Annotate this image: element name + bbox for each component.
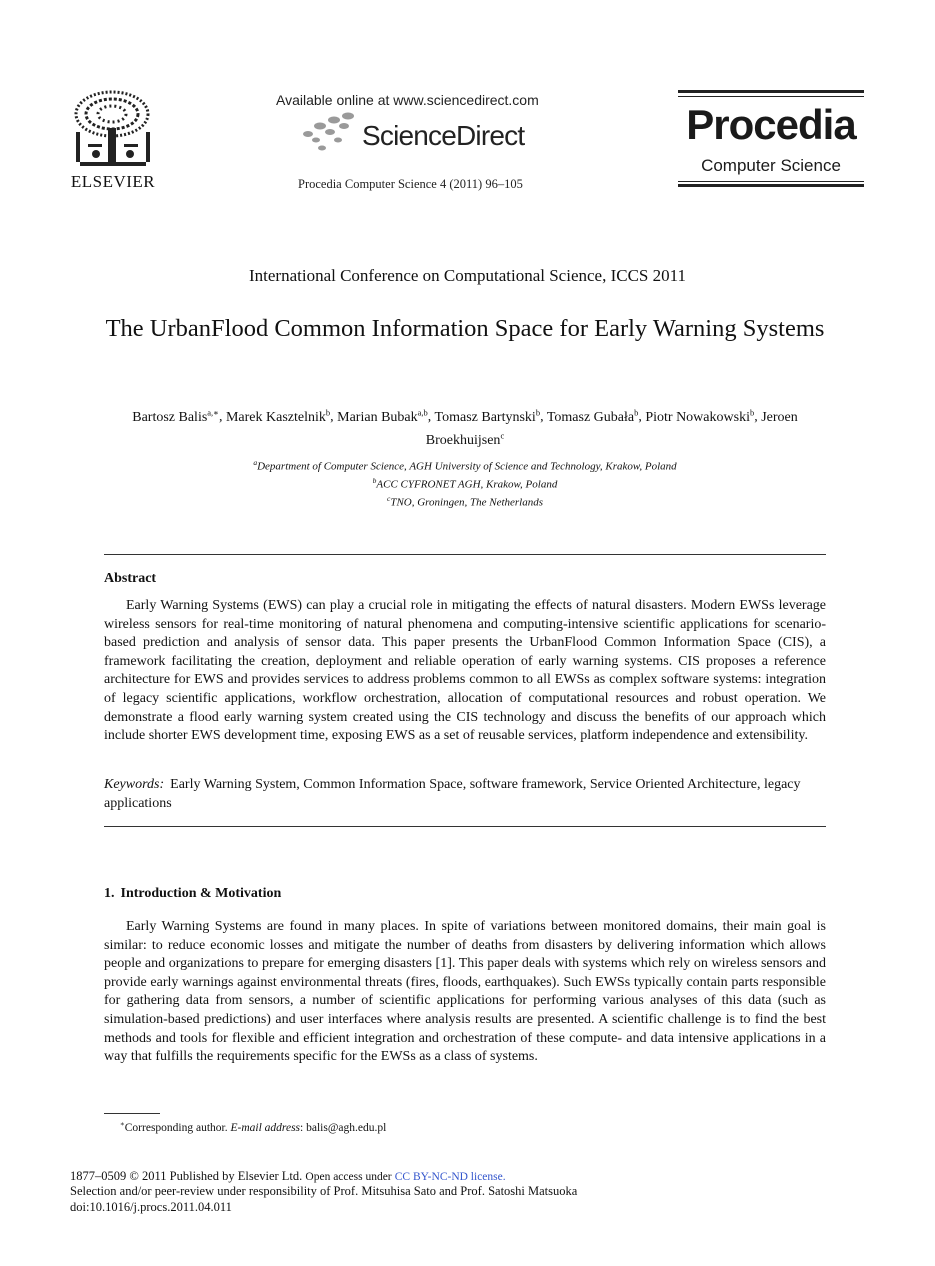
doi-line[interactable]: doi:10.1016/j.procs.2011.04.011 xyxy=(70,1200,232,1214)
affiliation xyxy=(100,456,830,474)
procedia-subtitle: Computer Science xyxy=(701,156,841,175)
elsevier-wordmark: ELSEVIER xyxy=(70,172,156,191)
procedia-bottom-bar xyxy=(678,184,864,187)
author-name: Tomasz Gubała xyxy=(546,409,635,425)
author-name: Marek Kasztelnik xyxy=(225,409,326,425)
section-title: Introduction & Motivation xyxy=(120,886,282,901)
section-number: 1. xyxy=(104,886,115,901)
footnote-mark: ∗ xyxy=(120,1120,125,1128)
author-affiliation-mark: b xyxy=(535,407,541,417)
affiliation-mark: b xyxy=(372,476,377,486)
abstract-top-rule xyxy=(104,554,826,555)
affiliation xyxy=(100,474,830,492)
author-affiliation-mark: b xyxy=(634,407,639,417)
author-affiliation-mark: b xyxy=(325,407,331,417)
author-name: Piotr Nowakowski xyxy=(645,409,750,425)
author-name: Marian Bubak xyxy=(337,409,418,425)
open-access-text: Open access under xyxy=(305,1171,392,1183)
sciencedirect-wordmark: ScienceDirect xyxy=(362,120,525,151)
procedia-bottom-thin-bar xyxy=(678,181,864,182)
footnote-prefix: Corresponding author. xyxy=(124,1121,231,1134)
footnote-email-label: E-mail address xyxy=(230,1121,301,1134)
author xyxy=(645,407,755,425)
abstract-heading: Abstract xyxy=(104,571,157,586)
copyright-line xyxy=(70,1168,506,1185)
author-name: Jeroen Broekhuijsen xyxy=(425,409,798,449)
abstract-body: Early Warning Systems (EWS) can play a crucial role in mitigating the effects of natural disasters. Modern EWSs leverage wireless sensors for real-time monitoring of natural phenomena and computing-intensive scientific applications for scenario-based prediction and analysis of sensor data. This paper presents the UrbanFlood Common Information Space (CIS), a framework facilitating the creation, deployment and reliable operation of early warning systems. CIS proposes a reference architecture for EWS and provides services to address problems common to all EWSs as complex software systems: integration of legacy scientific applications, workflow orchestration, allocation of computational resources and robust operation. We demonstrate a flood early warning system created using the CIS technology and discuss the benefits of our approach which include shorter EWS development time, exposing EWS as a set of reusable services, platform independence and extensibility. xyxy=(104,598,826,744)
author xyxy=(132,407,219,425)
keywords-text: Early Warning System, Common Information Space, software framework, Service Oriented Architecture, legacy applications xyxy=(104,777,801,811)
introduction-body: Early Warning Systems are found in many places. In spite of variations between monitored domains, their main goal is similar: to reduce economic losses and mitigate the number of deaths from disasters by delivering information which allows people and organizations to prepare for emerging disasters [1]. This paper deals with systems which rely on wireless sensors and provide early warnings against environmental threats (fires, floods, earthquakes). Such EWSs typically contain parts responsible for gathering data from sensors, a number of scientific applications for performing various analyses of this data (such as simulation-based predictions) and user interfaces where analysis results are presented. A scientific challenge is to find the best methods and tools for flexible and efficient integration and orchestration of these compute- and data intensive applications in a way that fulfills the requirements specific for the EWSs as a class of systems. xyxy=(104,919,826,1065)
copyright-text: 1877–0509 © 2011 Published by Elsevier Ltd. xyxy=(70,1169,303,1183)
sciencedirect-logo xyxy=(300,112,550,158)
elsevier-logo xyxy=(66,88,160,192)
available-online-text: Available online at www.sciencedirect.com xyxy=(276,92,539,108)
author-name: Bartosz Balis xyxy=(132,409,208,425)
affiliation-text: ACC CYFRONET AGH, Krakow, Poland xyxy=(376,478,558,491)
author-name: Tomasz Bartynski xyxy=(434,409,536,425)
elsevier-tree-icon xyxy=(66,88,160,170)
conference-name: International Conference on Computational Science, ICCS 2011 xyxy=(248,266,686,285)
paper-title: The UrbanFlood Common Information Space for Early Warning Systems xyxy=(105,315,825,342)
affiliation-text: TNO, Groningen, The Netherlands xyxy=(390,496,544,509)
footnote-email[interactable]: : balis@agh.edu.pl xyxy=(300,1121,387,1134)
peer-review-line: Selection and/or peer-review under responsibility of Prof. Mitsuhisa Sato and Prof. Satoshi Matsuoka xyxy=(70,1184,578,1198)
author xyxy=(546,407,639,425)
footnote xyxy=(120,1120,386,1134)
journal-citation: Procedia Computer Science 4 (2011) 96–105 xyxy=(298,177,523,191)
procedia-top-bar xyxy=(678,90,864,93)
procedia-wordmark: Procedia xyxy=(686,101,856,148)
license-link[interactable]: CC BY-NC-ND license. xyxy=(394,1171,506,1183)
author-affiliation-mark: a,∗ xyxy=(207,407,219,417)
affiliation-mark: c xyxy=(386,494,391,504)
affiliation-mark: a xyxy=(253,458,258,467)
affiliation-text: Department of Computer Science, AGH University of Science and Technology, Krakow, Poland xyxy=(257,460,677,473)
affiliation-list xyxy=(100,456,830,510)
section-heading xyxy=(104,886,281,902)
author-affiliation-mark: c xyxy=(500,430,505,441)
author-affiliation-mark: a,b xyxy=(417,407,428,417)
keywords-label: Keywords: xyxy=(104,777,165,792)
sciencedirect-dots-icon xyxy=(300,112,360,152)
procedia-top-thin-bar xyxy=(678,96,864,97)
keywords xyxy=(104,775,826,813)
procedia-logo xyxy=(678,90,864,190)
author xyxy=(337,407,428,425)
author-affiliation-mark: b xyxy=(749,407,755,417)
affiliation xyxy=(100,492,830,510)
footnote-rule xyxy=(104,1113,160,1114)
author-list: Bartosz Balis$^{a,∗}$, Marek Kasztelnik$^b$, Marian Bubak$^{a,b}$, Tomasz Bartynski$^b$, Tomasz Gubała$^b$, Piotr Nowakowski$^b$, Jeroen Broekhuijsen$^c$ xyxy=(132,407,798,449)
author xyxy=(225,407,331,425)
author xyxy=(434,407,541,425)
abstract-bottom-rule xyxy=(104,826,826,827)
